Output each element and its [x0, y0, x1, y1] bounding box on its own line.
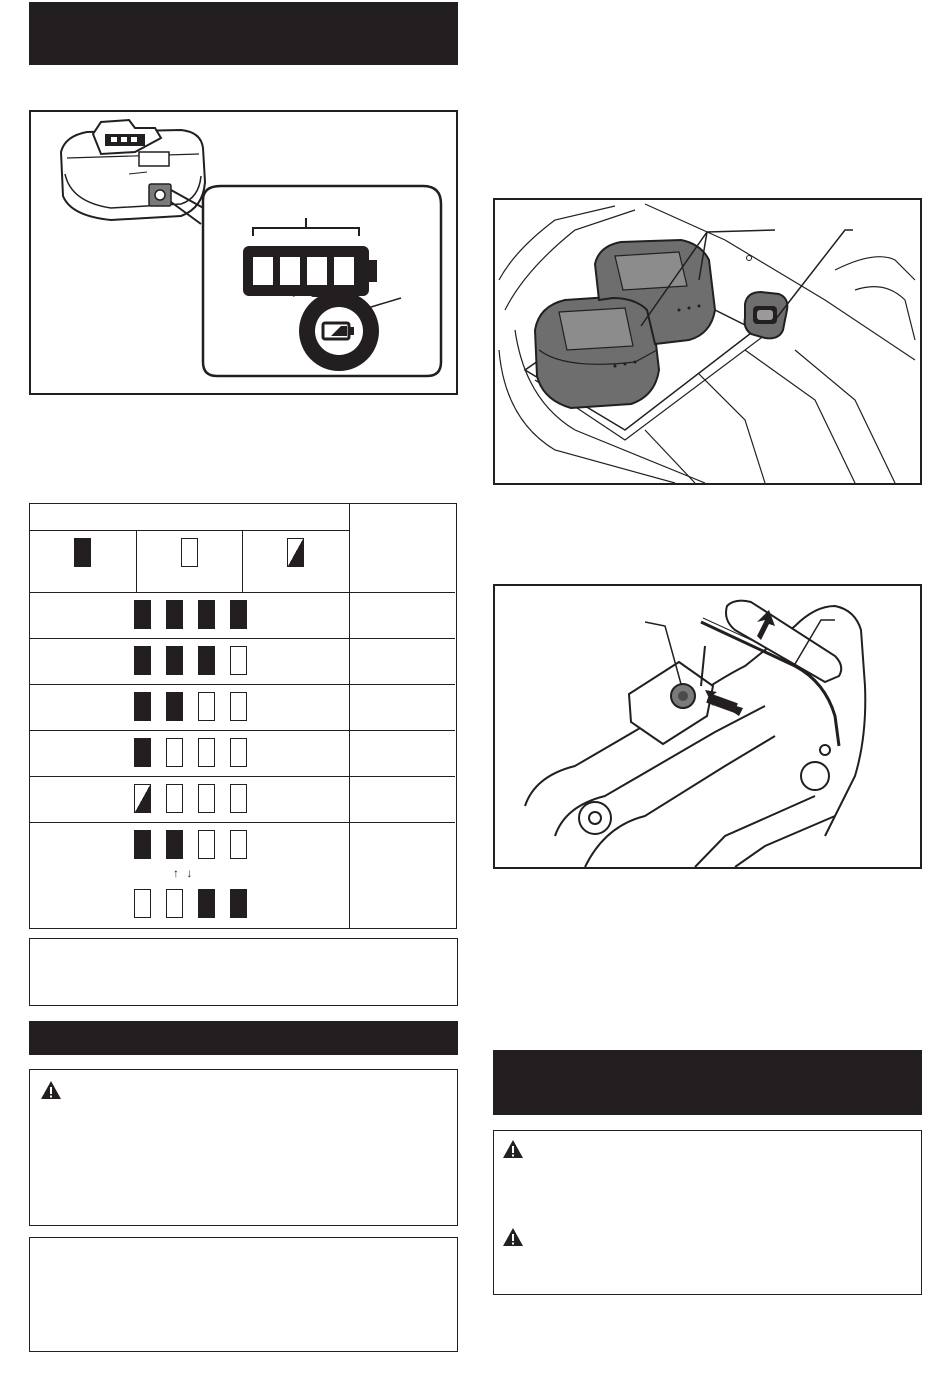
- battery-compartment-figure: [493, 198, 922, 485]
- right-section-bar: [493, 1050, 922, 1115]
- switch-lever-illustration: [495, 586, 920, 867]
- indicator-lamp: [166, 784, 183, 813]
- indicator-lamp-alternate: [134, 889, 151, 918]
- indicator-lamp: [230, 738, 247, 767]
- indicator-lamp: [198, 784, 215, 813]
- warning-triangle-icon: [502, 1227, 524, 1247]
- indicator-lamp: [134, 646, 151, 675]
- battery-compartment-illustration: [495, 200, 920, 483]
- indicator-lamp: [198, 600, 215, 629]
- warning-box: [29, 1069, 458, 1226]
- indicator-lamp: [230, 830, 247, 859]
- indicator-lamp: [134, 738, 151, 767]
- battery-cartridge-illustration: [31, 112, 456, 393]
- indicator-lamp: [198, 692, 215, 721]
- section-bar: [29, 1021, 458, 1055]
- indicator-lamp: [198, 646, 215, 675]
- battery-indicator-table: [29, 503, 457, 929]
- indicator-lamp: [134, 784, 151, 813]
- indicator-lamp: [198, 738, 215, 767]
- indicator-lamp-alternate: [166, 889, 183, 918]
- indicator-lamp: [230, 646, 247, 675]
- battery-indicator-figure: [29, 110, 458, 395]
- indicator-lamp: [166, 830, 183, 859]
- indicator-lamp-alternate: [230, 889, 247, 918]
- indicator-lamp: [198, 830, 215, 859]
- indicator-lamp: [166, 738, 183, 767]
- indicator-lamp: [134, 600, 151, 629]
- indicator-lamp: [166, 600, 183, 629]
- indicator-lamp: [134, 692, 151, 721]
- note-box: [29, 938, 458, 1006]
- note-box-2: [29, 1237, 458, 1352]
- legend-lighted-lamp: [74, 538, 91, 567]
- legend-blinking-lamp: [287, 538, 304, 567]
- indicator-lamp: [230, 784, 247, 813]
- switch-lever-figure: [493, 584, 922, 869]
- indicator-lamp: [166, 692, 183, 721]
- indicator-lamp: [230, 600, 247, 629]
- indicator-lamp-alternate: [198, 889, 215, 918]
- warning-triangle-icon: [502, 1139, 524, 1159]
- top-section-bar: [29, 2, 458, 65]
- legend-off-lamp: [181, 538, 198, 567]
- indicator-lamp: [230, 692, 247, 721]
- indicator-lamp: [134, 830, 151, 859]
- warning-triangle-icon: [40, 1080, 62, 1100]
- toggle-arrows: ↑ ↓: [173, 866, 195, 880]
- indicator-lamp: [166, 646, 183, 675]
- right-warning-box: [493, 1130, 922, 1295]
